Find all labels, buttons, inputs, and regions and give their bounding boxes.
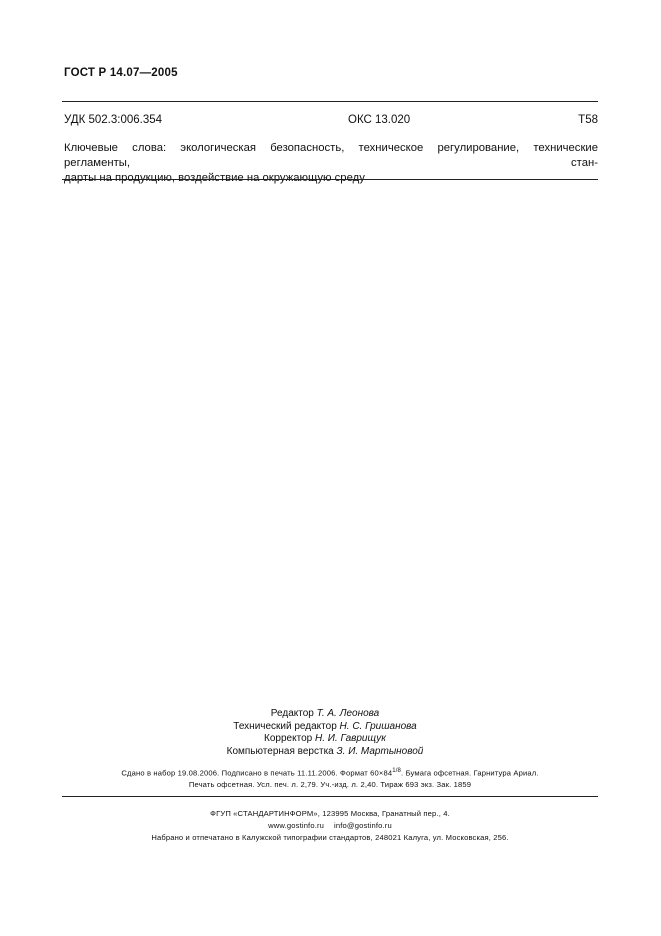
imprint-line-1-start: Сдано в набор 19.08.2006. Подписано в печать 11.11.2006. Формат 60×84 [121, 768, 393, 778]
credit-role: Корректор [264, 733, 313, 744]
format-fraction: 1/8 [392, 768, 402, 774]
imprint-line-2: Печать офсетная. Усл. печ. л. 2,79. Уч.-изд. л. 2,40. Тираж 693 экз. Зак. 1859 [188, 780, 472, 790]
credit-editor [200, 708, 450, 721]
credit-role: Редактор [270, 708, 314, 719]
credit-person: Н. С. Гришанова [339, 720, 417, 732]
imprint-line-1-end: . Бумага офсетная. Гарнитура Ариал. [401, 768, 539, 778]
publisher-contacts [62, 820, 598, 832]
imprint-block [62, 766, 598, 791]
class-code: Т58 [578, 114, 598, 126]
credit-role: Технический редактор [233, 720, 337, 732]
credit-person: З. И. Мартыновой [336, 745, 424, 757]
keywords-line-1: Ключевые слова: экологическая безопасность, техническое регулирование, технические регламенты, стан- [64, 142, 598, 169]
credit-person: Н. И. Гаврищук [314, 733, 386, 744]
publisher-divider [62, 796, 598, 797]
credits-block [200, 708, 450, 758]
credit-proofreader [200, 733, 450, 746]
credit-person: Т. А. Леонова [316, 708, 380, 719]
oks-code: ОКС 13.020 [348, 114, 411, 126]
credit-role: Компьютерная верстка [226, 745, 334, 757]
publisher-address: ФГУП «СТАНДАРТИНФОРМ», 123995 Москва, Гранатный пер., 4. [210, 809, 450, 818]
credit-layout [200, 746, 450, 759]
imprint-line-1 [62, 766, 598, 779]
keywords-divider [62, 179, 598, 180]
udk-code: УДК 502.3:006.354 [64, 114, 163, 126]
printer-info: Набрано и отпечатано в Калужской типографии стандартов, 248021 Калуга, ул. Московская, 256. [151, 833, 509, 842]
publisher-email[interactable]: info@gostinfo.ru [334, 821, 392, 830]
standard-code: ГОСТ Р 14.07—2005 [64, 67, 178, 79]
credit-tech-editor [200, 721, 450, 734]
top-divider [62, 101, 598, 102]
publisher-block [62, 808, 598, 844]
publisher-website[interactable]: www.gostinfo.ru [268, 821, 325, 830]
keywords-line-2: дарты на продукцию, воздействие на окружающую среду [64, 172, 365, 184]
